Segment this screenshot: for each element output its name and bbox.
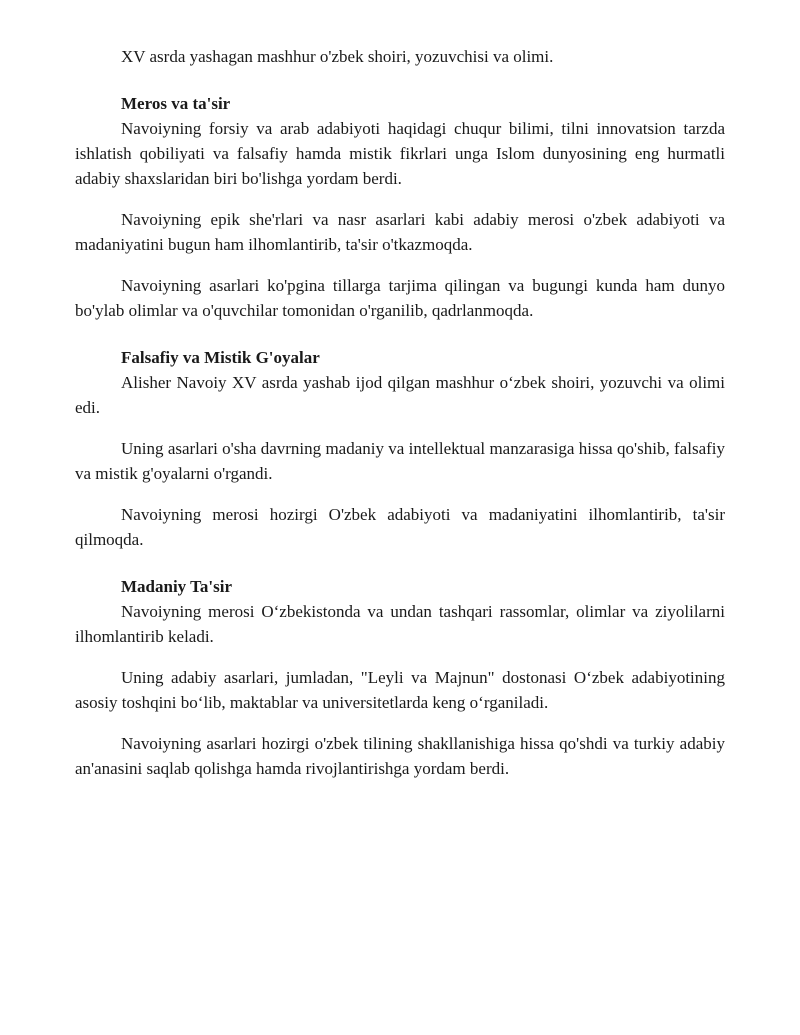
section-meros xyxy=(75,91,725,323)
section-heading: Madaniy Ta'sir xyxy=(121,577,233,596)
section-falsafiy xyxy=(75,345,725,552)
paragraph: Navoiyning merosi O‘zbekistonda va undan tashqari rassomlar, olimlar va ziyolilarni ilhomlantirib keladi. xyxy=(75,602,725,646)
paragraph: Navoiyning forsiy va arab adabiyoti haqidagi chuqur bilimi, tilni innovatsion tarzda ishlatish qobiliyati va falsafiy hamda mistik fikrlari unga Islom dunyosining eng hurmatli adabiy shaxslaridan biri bo'lishga yordam berdi. xyxy=(75,119,725,188)
paragraph: Navoiyning asarlari hozirgi o'zbek tilining shakllanishiga hissa qo'shdi va turkiy adabiy an'anasini saqlab qolishga hamda rivojlantirishga yordam berdi. xyxy=(75,734,725,778)
paragraph: Uning asarlari o'sha davrning madaniy va intellektual manzarasiga hissa qo'shib, falsafiy va mistik g'oyalarni o'rgandi. xyxy=(75,439,725,483)
paragraph: Uning adabiy asarlari, jumladan, "Leyli va Majnun" dostonasi O‘zbek adabiyotining asosiy toshqini bo‘lib, maktablar va universitetlarda keng o‘rganiladi. xyxy=(75,668,725,712)
paragraph: Navoiyning merosi hozirgi O'zbek adabiyoti va madaniyatini ilhomlantirib, ta'sir qilmoqda. xyxy=(75,505,725,549)
section-heading: Meros va ta'sir xyxy=(121,94,231,113)
section-madaniy xyxy=(75,574,725,781)
paragraph: Alisher Navoiy XV asrda yashab ijod qilgan mashhur o‘zbek shoiri, yozuvchi va olimi edi. xyxy=(75,373,725,417)
section-heading: Falsafiy va Mistik G'oyalar xyxy=(121,348,320,367)
intro-paragraph: XV asrda yashagan mashhur o'zbek shoiri, yozuvchisi va olimi. xyxy=(121,47,554,66)
document-page xyxy=(75,44,725,781)
paragraph: Navoiyning asarlari ko'pgina tillarga tarjima qilingan va bugungi kunda ham dunyo bo'ylab olimlar va o'quvchilar tomonidan o'rganilib, qadrlanmoqda. xyxy=(75,276,725,320)
paragraph: Navoiyning epik she'rlari va nasr asarlari kabi adabiy merosi o'zbek adabiyoti va madaniyatini bugun ham ilhomlantirib, ta'sir o'tkazmoqda. xyxy=(75,210,725,254)
